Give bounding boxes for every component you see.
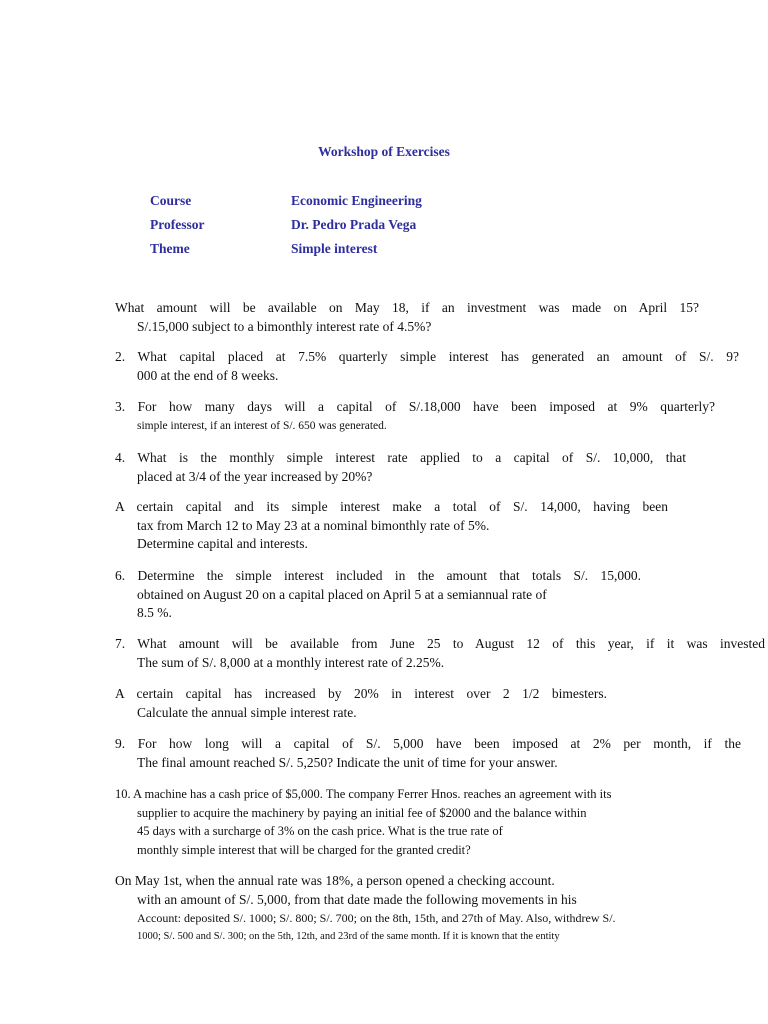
exercise-line: Calculate the annual simple interest rate. — [137, 704, 357, 720]
exercise-11 — [115, 872, 715, 946]
exercise-line: placed at 3/4 of the year increased by 20%? — [137, 468, 373, 484]
exercise-line: 1000; S/. 500 and S/. 300; on the 5th, 12th, and 23rd of the same month. If it is known that the entity — [137, 930, 560, 942]
info-label: Professor — [150, 217, 205, 232]
exercise-line: 2. What capital placed at 7.5% quarterly simple interest has generated an amount of S/. 9? — [115, 349, 739, 364]
exercise-line: 9. For how long will a capital of S/. 5,000 have been imposed at 2% per month, if the — [115, 736, 741, 751]
exercise-line: 000 at the end of 8 weeks. — [137, 367, 279, 383]
exercise-line: supplier to acquire the machinery by paying an initial fee of $2000 and the balance within — [137, 805, 587, 820]
exercise-line: S/.15,000 subject to a bimonthly interest rate of 4.5%? — [137, 318, 432, 334]
exercise-line: What amount will be available on May 18, if an investment was made on April 15? — [115, 300, 699, 315]
exercise-line: 3. For how many days will a capital of S/.18,000 have been imposed at 9% quarterly? — [115, 399, 715, 414]
exercise-line: simple interest, if an interest of S/. 650 was generated. — [137, 419, 387, 432]
exercise-line: 8.5 %. — [137, 605, 172, 620]
exercise-line: tax from March 12 to May 23 at a nominal bimonthly rate of 5%. — [137, 517, 490, 533]
info-label: Course — [150, 193, 192, 208]
exercise-line: 4. What is the monthly simple interest rate applied to a capital of S/. 10,000, that — [115, 450, 686, 465]
info-value: Simple interest — [291, 241, 378, 256]
exercise-line: Determine capital and interests. — [137, 536, 308, 551]
exercise-9 — [115, 735, 741, 772]
exercise-line: The sum of S/. 8,000 at a monthly interest rate of 2.25%. — [137, 654, 445, 670]
page-title: Workshop of Exercises — [318, 144, 450, 159]
exercise-line: 7. What amount will be available from June 25 to August 12 of this year, if it was invested — [115, 636, 765, 651]
exercise-line: with an amount of S/. 5,000, from that date made the following movements in his — [137, 891, 577, 907]
exercise-6 — [115, 567, 641, 623]
info-value: Dr. Pedro Prada Vega — [291, 217, 417, 232]
exercise-3 — [115, 398, 715, 435]
exercise-line: A certain capital and its simple interest make a total of S/. 14,000, having been — [115, 499, 668, 514]
exercise-line: Account: deposited S/. 1000; S/. 800; S/. 700; on the 8th, 15th, and 27th of May. Also, withdrew S/. — [137, 911, 616, 925]
exercise-line: The final amount reached S/. 5,250? Indicate the unit of time for your answer. — [137, 754, 558, 770]
exercise-8 — [115, 685, 607, 722]
exercise-2 — [115, 348, 739, 385]
exercise-line: 45 days with a surcharge of 3% on the cash price. What is the true rate of — [137, 824, 503, 838]
exercise-7 — [115, 635, 765, 672]
exercise-5 — [115, 498, 668, 554]
exercise-line: obtained on August 20 on a capital placed on April 5 at a semiannual rate of — [137, 586, 547, 602]
exercise-line: monthly simple interest that will be charged for the granted credit? — [137, 842, 471, 857]
info-label: Theme — [150, 241, 190, 256]
info-value: Economic Engineering — [291, 193, 422, 208]
exercise-line: On May 1st, when the annual rate was 18%, a person opened a checking account. — [115, 873, 555, 888]
exercise-line: A certain capital has increased by 20% in interest over 2 1/2 bimesters. — [115, 686, 607, 701]
exercise-4 — [115, 449, 686, 486]
exercise-10 — [115, 785, 715, 859]
exercise-line: 6. Determine the simple interest included in the amount that totals S/. 15,000. — [115, 568, 641, 583]
exercise-1 — [115, 299, 699, 336]
exercise-line: 10. A machine has a cash price of $5,000. The company Ferrer Hnos. reaches an agreement with its — [115, 787, 612, 801]
